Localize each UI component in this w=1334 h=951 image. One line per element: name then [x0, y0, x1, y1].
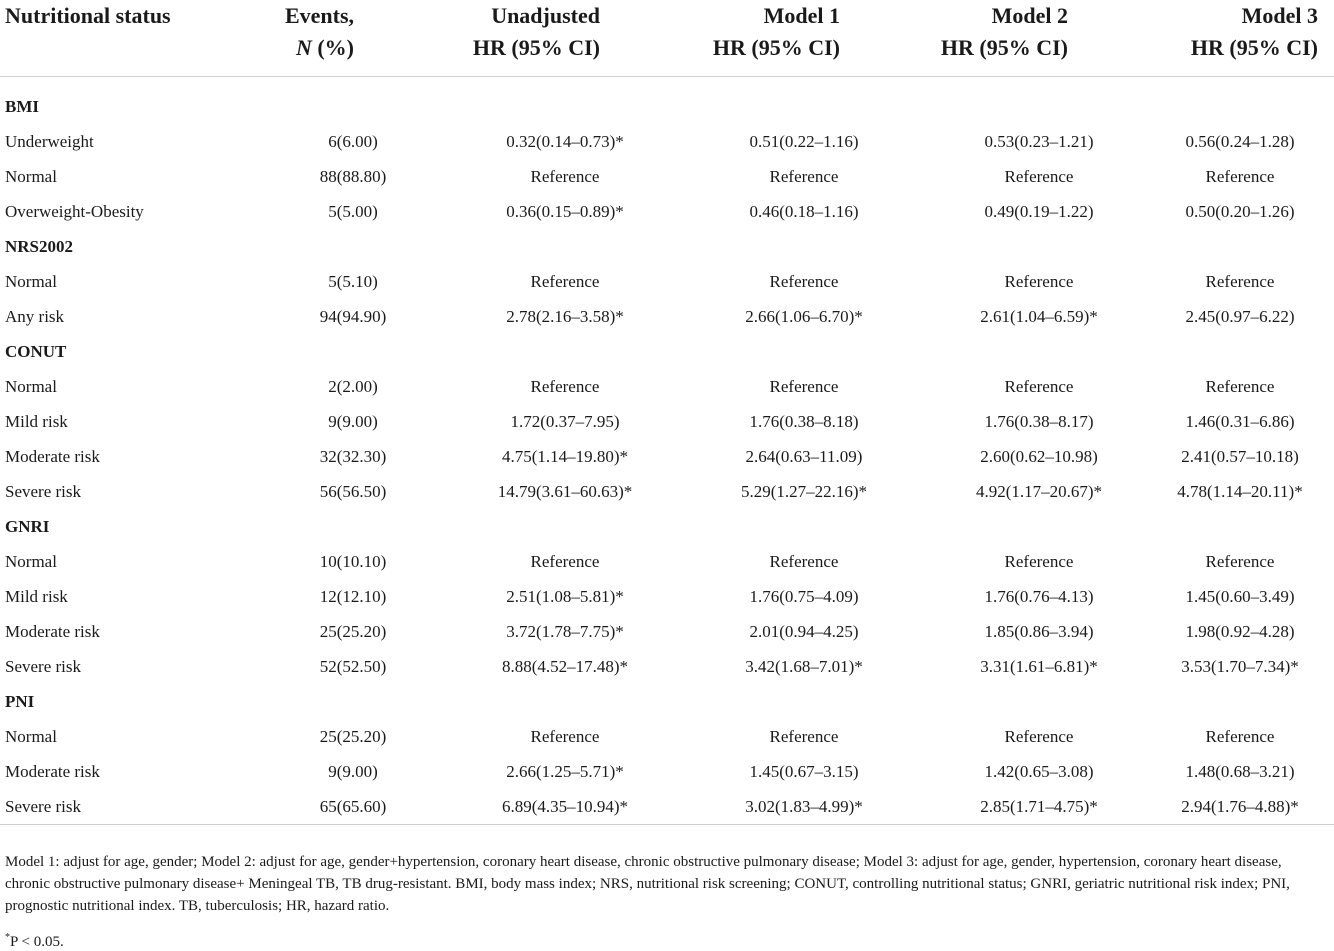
group-header-row [0, 684, 1334, 719]
table-row [0, 579, 1334, 614]
table-row [0, 369, 1334, 404]
header-col4-line2: HR (95% CI) [940, 35, 1068, 60]
unadjusted-hr-cell [454, 684, 676, 719]
model-1-hr-cell [676, 229, 932, 264]
row-label: Mild risk [5, 587, 68, 606]
header-col0-text: Nutritional status [5, 3, 171, 28]
unadjusted-hr-cell: 14.79(3.61–60.63)* [497, 482, 633, 501]
row-label: PNI [5, 692, 35, 711]
events-cell [252, 684, 454, 719]
row-label: GNRI [5, 517, 50, 536]
table-row [0, 194, 1334, 229]
row-label: Moderate risk [5, 762, 100, 781]
unadjusted-hr-cell: 6.89(4.35–10.94)* [454, 789, 676, 825]
unadjusted-hr-cell: 8.88(4.52–17.48)* [501, 657, 629, 676]
row-label: BMI [5, 97, 39, 116]
model-3-hr-cell: Reference [1205, 167, 1275, 186]
unadjusted-hr-cell: Reference [530, 727, 600, 746]
events-cell [252, 334, 454, 369]
header-model-2 [932, 0, 1146, 77]
events-cell: 65(65.60) [252, 789, 454, 825]
header-row [0, 0, 1334, 77]
table-row [0, 614, 1334, 649]
model-2-hr-cell [932, 509, 1146, 544]
model-1-hr-cell: 2.01(0.94–4.25) [749, 622, 859, 641]
model-3-hr-cell: Reference [1205, 727, 1275, 746]
unadjusted-hr-cell: Reference [530, 167, 600, 186]
row-label: Normal [5, 377, 57, 396]
model-2-hr-cell [932, 229, 1146, 264]
row-label: Severe risk [5, 657, 82, 676]
model-1-hr-cell: 3.02(1.83–4.99)* [676, 789, 932, 825]
model-1-hr-cell: 1.45(0.67–3.15) [749, 762, 859, 781]
row-label: Severe risk [5, 482, 82, 501]
unadjusted-hr-cell: Reference [530, 552, 600, 571]
model-2-hr-cell: Reference [1004, 167, 1074, 186]
model-1-hr-cell: 2.64(0.63–11.09) [745, 447, 863, 466]
table-row [0, 754, 1334, 789]
model-1-hr-cell [676, 89, 932, 124]
header-model-3 [1146, 0, 1334, 77]
table-row [0, 789, 1334, 825]
unadjusted-hr-cell: Reference [530, 377, 600, 396]
header-nutritional-status [0, 0, 252, 77]
model-1-hr-cell [676, 334, 932, 369]
model-2-hr-cell: 0.53(0.23–1.21) [984, 132, 1094, 151]
model-2-hr-cell: 1.42(0.65–3.08) [984, 762, 1094, 781]
unadjusted-hr-cell: 1.72(0.37–7.95) [510, 412, 620, 431]
events-cell: 56(56.50) [319, 482, 387, 501]
model-2-hr-cell [932, 684, 1146, 719]
model-1-hr-cell: 2.66(1.06–6.70)* [745, 307, 863, 326]
header-col5-line2: HR (95% CI) [1190, 35, 1318, 60]
events-cell: 32(32.30) [319, 447, 387, 466]
events-cell: 12(12.10) [319, 587, 387, 606]
header-events [252, 0, 454, 77]
table-row [0, 544, 1334, 579]
table-row [0, 439, 1334, 474]
significance-text: P < 0.05. [10, 934, 64, 950]
model-2-hr-cell: Reference [1004, 727, 1074, 746]
header-col3-line2: HR (95% CI) [712, 35, 840, 60]
model-1-hr-cell: Reference [769, 727, 839, 746]
model-2-hr-cell: Reference [1004, 552, 1074, 571]
model-1-hr-cell: Reference [769, 552, 839, 571]
group-header-row [0, 89, 1334, 124]
header-col4-line1: Model 2 [991, 3, 1068, 28]
unadjusted-hr-cell: 3.72(1.78–7.75)* [506, 622, 624, 641]
model-1-hr-cell [676, 509, 932, 544]
row-label: CONUT [5, 342, 67, 361]
spacer-cell [0, 77, 1334, 90]
unadjusted-hr-cell: 0.36(0.15–0.89)* [506, 202, 624, 221]
model-2-hr-cell: 4.92(1.17–20.67)* [975, 482, 1103, 501]
model-3-hr-cell: Reference [1205, 377, 1275, 396]
model-1-hr-cell [676, 684, 932, 719]
table-row [0, 124, 1334, 159]
row-label: Mild risk [5, 412, 68, 431]
row-label: Normal [5, 727, 57, 746]
events-cell: 9(9.00) [328, 412, 378, 431]
events-cell: 52(52.50) [319, 657, 387, 676]
table-row [0, 404, 1334, 439]
model-3-hr-cell [1146, 509, 1334, 544]
header-col1-n: N [295, 35, 312, 60]
row-label: Normal [5, 552, 57, 571]
table-row [0, 264, 1334, 299]
model-1-hr-cell: Reference [769, 377, 839, 396]
model-1-hr-cell: Reference [769, 272, 839, 291]
model-2-hr-cell: 2.60(0.62–10.98) [980, 447, 1098, 466]
group-header-row [0, 229, 1334, 264]
model-2-hr-cell: 2.85(1.71–4.75)* [932, 789, 1146, 825]
unadjusted-hr-cell [454, 229, 676, 264]
model-2-hr-cell [932, 334, 1146, 369]
row-label: Severe risk [0, 789, 252, 825]
header-col1-line1: Events, [284, 3, 354, 28]
model-3-hr-cell: 0.50(0.20–1.26) [1185, 202, 1295, 221]
model-3-hr-cell [1146, 684, 1334, 719]
model-2-hr-cell [932, 89, 1146, 124]
model-2-hr-cell: 1.76(0.76–4.13) [984, 587, 1094, 606]
significance-mark: * [5, 932, 10, 943]
row-label: Normal [5, 272, 57, 291]
events-cell [252, 229, 454, 264]
unadjusted-hr-cell [454, 89, 676, 124]
model-2-hr-cell: Reference [1004, 272, 1074, 291]
spacer-row [0, 77, 1334, 90]
significance-note [5, 929, 64, 951]
model-1-hr-cell: 3.42(1.68–7.01)* [745, 657, 863, 676]
model-3-hr-cell [1146, 334, 1334, 369]
model-1-hr-cell: 1.76(0.75–4.09) [749, 587, 859, 606]
model-3-hr-cell: Reference [1205, 552, 1275, 571]
model-3-hr-cell: 4.78(1.14–20.11)* [1177, 482, 1303, 501]
unadjusted-hr-cell: 2.51(1.08–5.81)* [506, 587, 624, 606]
events-cell: 5(5.00) [328, 202, 378, 221]
header-col5-line1: Model 3 [1241, 3, 1318, 28]
events-cell: 10(10.10) [319, 552, 387, 571]
unadjusted-hr-cell [454, 509, 676, 544]
model-3-hr-cell: 1.46(0.31–6.86) [1185, 412, 1295, 431]
table-row [0, 159, 1334, 194]
table-footnote: Model 1: adjust for age, gender; Model 2: adjust for age, gender+hypertension, coronary heart disease, chronic obstructive pulmonary disease; Model 3: adjust for age, gender, hypertension, coronary heart disease, chronic obstructive pulmonary disease+ Meningeal TB, TB drug-resistant. BMI, body mass index; NRS, nutritional risk screening; CONUT, controlling nutritional status; GNRI, geriatric nutritional risk index; PNI, prognostic nutritional index. TB, tuberculosis; HR, hazard ratio. [5, 854, 1290, 914]
unadjusted-hr-cell: 4.75(1.14–19.80)* [501, 447, 629, 466]
model-2-hr-cell: 0.49(0.19–1.22) [984, 202, 1094, 221]
unadjusted-hr-cell: Reference [530, 272, 600, 291]
model-3-hr-cell [1146, 89, 1334, 124]
table-row [0, 299, 1334, 334]
header-col3-line1: Model 1 [763, 3, 840, 28]
model-2-hr-cell: 2.61(1.04–6.59)* [980, 307, 1098, 326]
model-1-hr-cell: 0.46(0.18–1.16) [749, 202, 859, 221]
events-cell: 25(25.20) [319, 727, 387, 746]
row-label: Overweight-Obesity [5, 202, 144, 221]
events-cell [252, 89, 454, 124]
events-cell: 94(94.90) [319, 307, 387, 326]
model-3-hr-cell: Reference [1205, 272, 1275, 291]
unadjusted-hr-cell: 2.66(1.25–5.71)* [506, 762, 624, 781]
model-3-hr-cell: 3.53(1.70–7.34)* [1181, 657, 1299, 676]
model-1-hr-cell: 1.76(0.38–8.18) [749, 412, 859, 431]
table-row [0, 649, 1334, 684]
model-3-hr-cell: 1.48(0.68–3.21) [1185, 762, 1295, 781]
row-label: Moderate risk [5, 447, 100, 466]
events-cell: 5(5.10) [328, 272, 378, 291]
model-3-hr-cell: 2.41(0.57–10.18) [1181, 447, 1299, 466]
model-3-hr-cell: 1.98(0.92–4.28) [1185, 622, 1295, 641]
model-1-hr-cell: 5.29(1.27–22.16)* [740, 482, 868, 501]
row-label: Moderate risk [5, 622, 100, 641]
events-cell: 6(6.00) [328, 132, 378, 151]
row-label: Any risk [5, 307, 65, 326]
table-row [0, 719, 1334, 754]
model-3-hr-cell: 1.45(0.60–3.49) [1185, 587, 1295, 606]
header-col1-pct: (%) [311, 35, 354, 60]
model-3-hr-cell: 0.56(0.24–1.28) [1185, 132, 1295, 151]
model-1-hr-cell: Reference [769, 167, 839, 186]
header-col1-line2 [252, 32, 354, 64]
events-cell: 25(25.20) [319, 622, 387, 641]
events-cell [252, 509, 454, 544]
group-header-row [0, 334, 1334, 369]
model-1-hr-cell: 0.51(0.22–1.16) [749, 132, 859, 151]
header-unadjusted [454, 0, 676, 77]
group-header-row [0, 509, 1334, 544]
row-label: Normal [5, 167, 57, 186]
model-3-hr-cell [1146, 229, 1334, 264]
table-body [0, 77, 1334, 825]
events-cell: 9(9.00) [328, 762, 378, 781]
events-cell: 2(2.00) [328, 377, 378, 396]
table-row [0, 474, 1334, 509]
model-2-hr-cell: 1.85(0.86–3.94) [984, 622, 1094, 641]
header-col2-line1: Unadjusted [491, 3, 600, 28]
unadjusted-hr-cell: 2.78(2.16–3.58)* [506, 307, 624, 326]
header-col2-line2: HR (95% CI) [472, 35, 600, 60]
unadjusted-hr-cell: 0.32(0.14–0.73)* [506, 132, 624, 151]
events-cell: 88(88.80) [319, 167, 387, 186]
model-2-hr-cell: 1.76(0.38–8.17) [984, 412, 1094, 431]
model-2-hr-cell: Reference [1004, 377, 1074, 396]
row-label: NRS2002 [5, 237, 74, 256]
unadjusted-hr-cell [454, 334, 676, 369]
model-3-hr-cell: 2.45(0.97–6.22) [1185, 307, 1295, 326]
header-model-1 [676, 0, 932, 77]
row-label: Underweight [5, 132, 94, 151]
model-2-hr-cell: 3.31(1.61–6.81)* [980, 657, 1098, 676]
model-3-hr-cell: 2.94(1.76–4.88)* [1146, 789, 1334, 825]
